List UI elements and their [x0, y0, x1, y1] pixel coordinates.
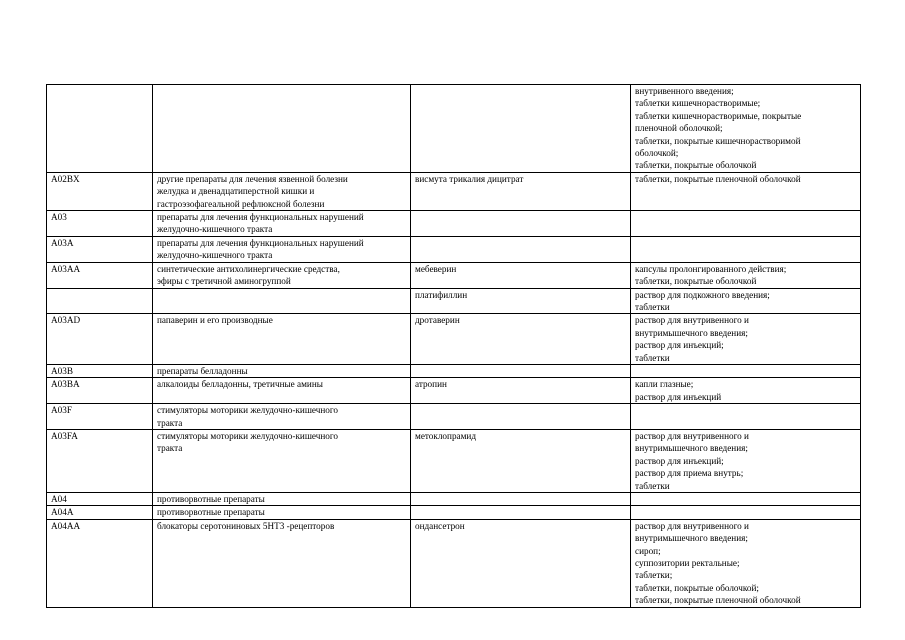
- dosage-form-line: таблетки: [635, 480, 670, 491]
- atc-code-cell: [47, 172, 153, 210]
- group-name-line: папаверин и его производные: [157, 315, 273, 326]
- dosage-form-line: внутримышечного введения;: [635, 443, 748, 454]
- drug-name-cell: [411, 378, 631, 404]
- dosage-form-line: таблетки: [635, 301, 670, 312]
- atc-code: A03AD: [51, 315, 81, 326]
- atc-code: A03AA: [51, 263, 81, 274]
- group-name-line: блокаторы серотониновых 5HT3 -рецепторов: [157, 520, 335, 531]
- table-row: [47, 364, 861, 377]
- group-name-line: препараты белладонны: [157, 365, 248, 376]
- drug-name-line: метоклопрамид: [415, 430, 477, 441]
- dosage-form-cell: [631, 519, 861, 607]
- atc-code: A03F: [51, 405, 72, 416]
- atc-code: A04A: [51, 507, 74, 518]
- group-name-cell: [153, 364, 411, 377]
- dosage-form-cell: [631, 85, 861, 173]
- dosage-form-line: раствор для инъекций;: [635, 340, 724, 351]
- table-row: [47, 236, 861, 262]
- group-name-cell: [153, 236, 411, 262]
- table-row: [47, 404, 861, 430]
- group-name-line: противорвотные препараты: [157, 494, 265, 504]
- group-name-line: стимуляторы моторики желудочно-кишечного: [157, 405, 339, 416]
- table-row: [47, 85, 861, 173]
- drug-name-line: ондансетрон: [415, 520, 465, 531]
- table-row: [47, 429, 861, 492]
- atc-code-cell: [47, 404, 153, 430]
- drug-name-line: мебеверин: [415, 263, 457, 274]
- dosage-form-line: раствор для подкожного введения;: [635, 289, 770, 300]
- table-row: [47, 314, 861, 365]
- drug-name-cell: [411, 172, 631, 210]
- drug-name-cell: [411, 314, 631, 365]
- dosage-form-cell: [631, 378, 861, 404]
- dosage-form-line: раствор для инъекций;: [635, 455, 724, 466]
- medication-table-body: [47, 85, 861, 608]
- drug-name-cell: [411, 364, 631, 377]
- drug-name-line: дротаверин: [415, 315, 460, 326]
- atc-code: A03: [51, 212, 67, 223]
- group-name-cell: [153, 85, 411, 173]
- group-name-cell: [153, 172, 411, 210]
- atc-code: A03FA: [51, 430, 78, 441]
- dosage-form-line: капли глазные;: [635, 379, 694, 390]
- table-row: [47, 211, 861, 237]
- dosage-form-line: пленочной оболочкой;: [635, 123, 723, 134]
- dosage-form-cell: [631, 172, 861, 210]
- atc-code: A03B: [51, 365, 73, 376]
- group-name-line: синтетические антихолинергические средства,: [157, 263, 340, 274]
- dosage-form-line: таблетки, покрытые пленочной оболочкой: [635, 595, 801, 606]
- group-name-line: стимуляторы моторики желудочно-кишечного: [157, 430, 339, 441]
- group-name-line: желудочно-кишечного тракта: [157, 224, 273, 235]
- dosage-form-cell: [631, 314, 861, 365]
- atc-code-cell: [47, 211, 153, 237]
- atc-code-cell: [47, 429, 153, 492]
- table-row: [47, 519, 861, 607]
- group-name-line: желудка и двенадцатиперстной кишки и: [157, 186, 315, 197]
- dosage-form-cell: [631, 493, 861, 506]
- group-name-line: эфиры с третичной аминогруппой: [157, 276, 291, 287]
- dosage-form-cell: [631, 404, 861, 430]
- dosage-form-line: внутримышечного введения;: [635, 533, 748, 544]
- atc-code-cell: [47, 519, 153, 607]
- dosage-form-line: таблетки: [635, 352, 670, 363]
- dosage-form-line: таблетки;: [635, 570, 673, 581]
- group-name-cell: [153, 493, 411, 506]
- dosage-form-line: таблетки кишечнорастворимые, покрытые: [635, 110, 802, 121]
- dosage-form-line: раствор для внутривенного и: [635, 430, 749, 441]
- atc-code-cell: [47, 314, 153, 365]
- dosage-form-cell: [631, 506, 861, 519]
- atc-code: A04AA: [51, 520, 81, 531]
- group-name-line: тракта: [157, 417, 183, 428]
- drug-name-cell: [411, 506, 631, 519]
- atc-code-cell: [47, 288, 153, 314]
- group-name-cell: [153, 288, 411, 314]
- table-row: [47, 172, 861, 210]
- dosage-form-line: таблетки, покрытые кишечнорастворимой: [635, 135, 801, 146]
- group-name-line: гастроэзофагеальной рефлюксной болезни: [157, 198, 325, 209]
- dosage-form-line: раствор для инъекций: [635, 391, 722, 402]
- group-name-cell: [153, 314, 411, 365]
- table-row: [47, 288, 861, 314]
- table-row: [47, 262, 861, 288]
- drug-name-cell: [411, 493, 631, 506]
- dosage-form-line: суппозитории ректальные;: [635, 558, 740, 569]
- group-name-line: желудочно-кишечного тракта: [157, 250, 273, 261]
- dosage-form-line: таблетки, покрытые оболочкой: [635, 160, 757, 171]
- dosage-form-line: таблетки, покрытые пленочной оболочкой: [635, 173, 801, 184]
- atc-code: A02BX: [51, 173, 80, 184]
- group-name-cell: [153, 429, 411, 492]
- dosage-form-cell: [631, 211, 861, 237]
- dosage-form-line: раствор для приема внутрь;: [635, 468, 744, 479]
- atc-code-cell: [47, 236, 153, 262]
- group-name-cell: [153, 378, 411, 404]
- group-name-cell: [153, 506, 411, 519]
- atc-code-cell: [47, 85, 153, 173]
- drug-name-line: атропин: [415, 379, 447, 390]
- dosage-form-line: сироп;: [635, 545, 661, 556]
- group-name-line: препараты для лечения функциональных нарушений: [157, 212, 364, 223]
- group-name-cell: [153, 519, 411, 607]
- atc-code: A03BA: [51, 379, 80, 390]
- dosage-form-line: раствор для внутривенного и: [635, 315, 749, 326]
- dosage-form-cell: [631, 262, 861, 288]
- table-row: [47, 506, 861, 519]
- drug-name-cell: [411, 288, 631, 314]
- dosage-form-line: оболочкой;: [635, 148, 679, 159]
- atc-code-cell: [47, 262, 153, 288]
- group-name-line: препараты для лечения функциональных нарушений: [157, 237, 364, 248]
- group-name-line: противорвотные препараты: [157, 507, 265, 518]
- atc-code-cell: [47, 364, 153, 377]
- drug-name-cell: [411, 262, 631, 288]
- dosage-form-line: раствор для внутривенного и: [635, 520, 749, 531]
- dosage-form-line: капсулы пролонгированного действия;: [635, 263, 787, 274]
- group-name-line: алкалоиды белладонны, третичные амины: [157, 379, 323, 390]
- dosage-form-line: внутримышечного введения;: [635, 327, 748, 338]
- dosage-form-line: таблетки кишечнорастворимые;: [635, 98, 761, 109]
- drug-name-cell: [411, 85, 631, 173]
- drug-name-cell: [411, 429, 631, 492]
- medication-table: [46, 84, 861, 608]
- group-name-cell: [153, 262, 411, 288]
- atc-code: A03A: [51, 237, 74, 248]
- atc-code-cell: [47, 378, 153, 404]
- atc-code-cell: [47, 493, 153, 506]
- group-name-cell: [153, 211, 411, 237]
- drug-name-cell: [411, 211, 631, 237]
- group-name-line: другие препараты для лечения язвенной болезни: [157, 173, 348, 184]
- dosage-form-line: таблетки, покрытые оболочкой;: [635, 582, 759, 593]
- atc-code-cell: [47, 506, 153, 519]
- group-name-cell: [153, 404, 411, 430]
- drug-name-cell: [411, 404, 631, 430]
- drug-name-line: висмута трикалия дицитрат: [415, 173, 524, 184]
- table-row: [47, 378, 861, 404]
- group-name-line: тракта: [157, 443, 183, 454]
- dosage-form-cell: [631, 429, 861, 492]
- dosage-form-cell: [631, 364, 861, 377]
- dosage-form-line: таблетки, покрытые оболочкой: [635, 276, 757, 287]
- drug-name-cell: [411, 236, 631, 262]
- drug-name-line: платифиллин: [415, 289, 468, 300]
- drug-name-cell: [411, 519, 631, 607]
- dosage-form-line: внутривенного введения;: [635, 86, 734, 96]
- dosage-form-cell: [631, 236, 861, 262]
- dosage-form-cell: [631, 288, 861, 314]
- table-row: [47, 493, 861, 506]
- atc-code: A04: [51, 494, 67, 504]
